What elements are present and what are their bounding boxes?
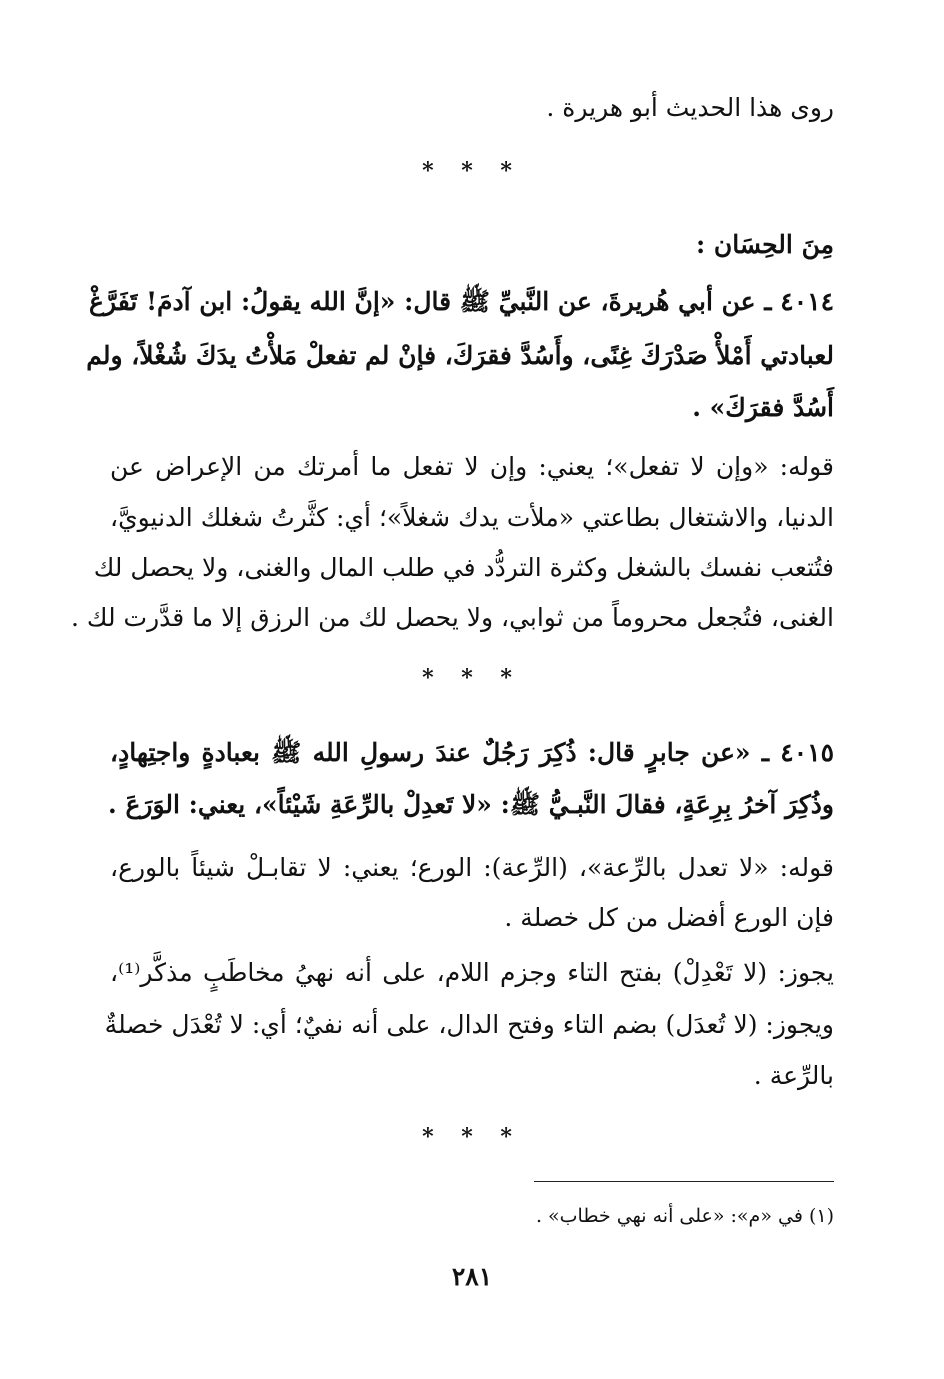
commentary-4014-line-4: الغنى، فتُجعل محروماً من ثوابي، ولا يحصل لك من الرزق إلا ما قدَّرت لك . [71, 603, 834, 632]
section-heading: مِنَ الحِسَان : [695, 230, 834, 259]
commentary-4014-line-3: فتُتعب نفسك بالشغل وكثرة التردُّد في طلب المال والغنى، ولا يحصل لك [93, 553, 834, 582]
hadith-4014-line-3: أَسُدَّ فقرَكَ» . [692, 393, 834, 422]
commentary-4015-line-3: يجوز: (لا تَعْدِلْ) بفتح التاء وجزم اللام، على أنه نهيُ مخاطَبٍ مذكَّر⁽¹⁾، [110, 958, 834, 987]
commentary-4015-line-5: بالرِّعة . [753, 1061, 834, 1090]
hadith-4015-line-2: وذُكِرَ آخرُ بِرِعَةٍ، فقالَ النَّبـيُّ ﷺ: «لا تَعدِلْ بالرِّعَةِ شَيْئاً»، يعني: الوَرَعَ . [108, 790, 834, 819]
page-number: ٢٨١ [451, 1262, 493, 1291]
section-separator: * * * [422, 158, 522, 184]
hadith-4015-line-1: ٤٠١٥ ـ «عن جابرٍ قال: ذُكِرَ رَجُلٌ عندَ رسولِ الله ﷺ بعبادةٍ واجتِهادٍ، [110, 738, 834, 767]
hadith-4014-line-2: لعبادتي أَمْلأْ صَدْرَكَ غِنًى، وأَسُدَّ فقرَكَ، فإنْ لم تفعلْ مَلأْتُ يدَكَ شُغْلاً، ولم [86, 341, 834, 370]
section-separator: * * * [422, 665, 522, 691]
commentary-4015-line-4: ويجوز: (لا تُعدَل) بضم التاء وفتح الدال، على أنه نفيٌ؛ أي: لا تُعْدَل خصلةٌ [104, 1010, 834, 1039]
commentary-4014-line-2: الدنيا، والاشتغال بطاعتي «ملأت يدك شغلاً»؛ أي: كثَّرتُ شغلك الدنيويَّ، [110, 503, 834, 532]
commentary-4014-line-1: قوله: «وإن لا تفعل»؛ يعني: وإن لا تفعل ما أمرتك من الإعراض عن [110, 452, 834, 481]
commentary-4015-line-2: فإن الورع أفضل من كل خصلة . [504, 903, 834, 932]
document-page [71, 0, 834, 1379]
hadith-4014-line-1: ٤٠١٤ ـ عن أبي هُريرةَ، عن النَّبيِّ ﷺ قال: «إنَّ الله يقولُ: ابن آدمَ! تَفَرَّغْ [89, 287, 834, 316]
footnote: (١) في «م»: «على أنه نهي خطاب» . [535, 1205, 834, 1227]
commentary-4015-line-1: قوله: «لا تعدل بالرِّعة»، (الرِّعة): الورع؛ يعني: لا تقابـلْ شيئاً بالورع، [110, 853, 834, 882]
section-separator: * * * [422, 1124, 522, 1150]
text-line: روى هذا الحديث أبو هريرة . [546, 93, 834, 122]
footnote-divider [534, 1181, 834, 1182]
